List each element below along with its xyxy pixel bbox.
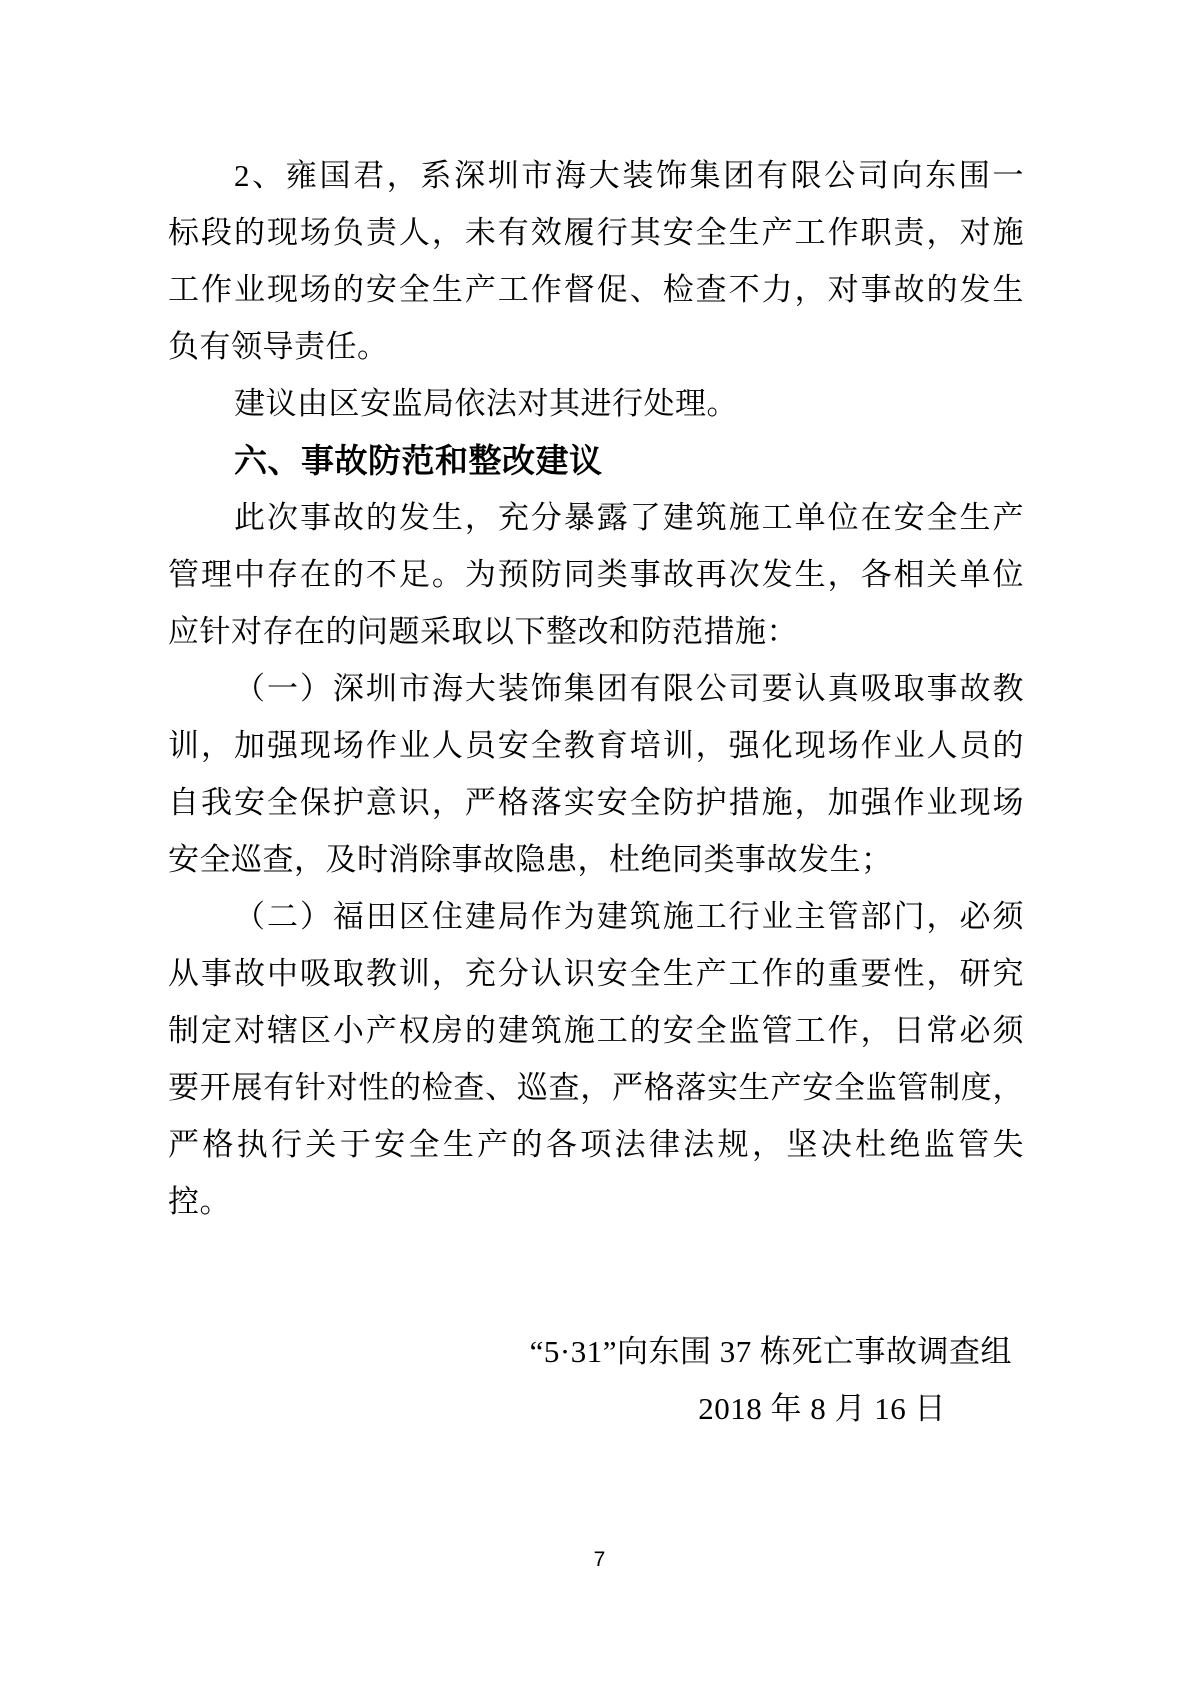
document-line: 从事故中吸取教训，充分认识安全生产工作的重要性，研究	[168, 956, 1024, 991]
document-line: 建议由区安监局依法对其进行处理。	[234, 386, 738, 421]
document-line: 管理中存在的不足。为预防同类事故再次发生，各相关单位	[168, 557, 1024, 592]
document-line: 严格执行关于安全生产的各项法律法规，坚决杜绝监管失	[168, 1127, 1024, 1162]
document-line: 要开展有针对性的检查、巡查，严格落实生产安全监管制度，	[168, 1070, 1024, 1105]
signature-block	[168, 1323, 1024, 1437]
document-line: 安全巡查，及时消除事故隐患，杜绝同类事故发生；	[168, 842, 893, 877]
document-text-block	[168, 147, 1024, 1437]
document-line: （一）深圳市海大装饰集团有限公司要认真吸取事故教	[234, 671, 1024, 706]
document-body	[168, 147, 1024, 1230]
signature-committee: “5·31”向东围 37 栋死亡事故调查组	[529, 1334, 1012, 1369]
document-line: 此次事故的发生，充分暴露了建筑施工单位在安全生产	[234, 500, 1024, 535]
section-heading: 六、事故防范和整改建议	[234, 442, 603, 479]
document-line: （二）福田区住建局作为建筑施工行业主管部门，必须	[234, 899, 1024, 934]
document-line: 自我安全保护意识，严格落实安全防护措施，加强作业现场	[168, 785, 1024, 820]
document-line: 工作业现场的安全生产工作督促、检查不力，对事故的发生	[168, 272, 1024, 307]
page-number: 7	[593, 1548, 606, 1571]
document-line: 标段的现场负责人，未有效履行其安全生产工作职责，对施	[168, 215, 1024, 250]
signature-date: 2018 年 8 月 16 日	[698, 1391, 946, 1426]
document-line: 2、雍国君，系深圳市海大装饰集团有限公司向东围一	[234, 158, 1024, 193]
document-line: 制定对辖区小产权房的建筑施工的安全监管工作，日常必须	[168, 1013, 1024, 1048]
document-line: 应针对存在的问题采取以下整改和防范措施：	[168, 614, 798, 649]
document-line: 负有领导责任。	[168, 329, 389, 364]
document-line: 控。	[168, 1184, 231, 1219]
document-line: 训，加强现场作业人员安全教育培训，强化现场作业人员的	[168, 728, 1024, 763]
